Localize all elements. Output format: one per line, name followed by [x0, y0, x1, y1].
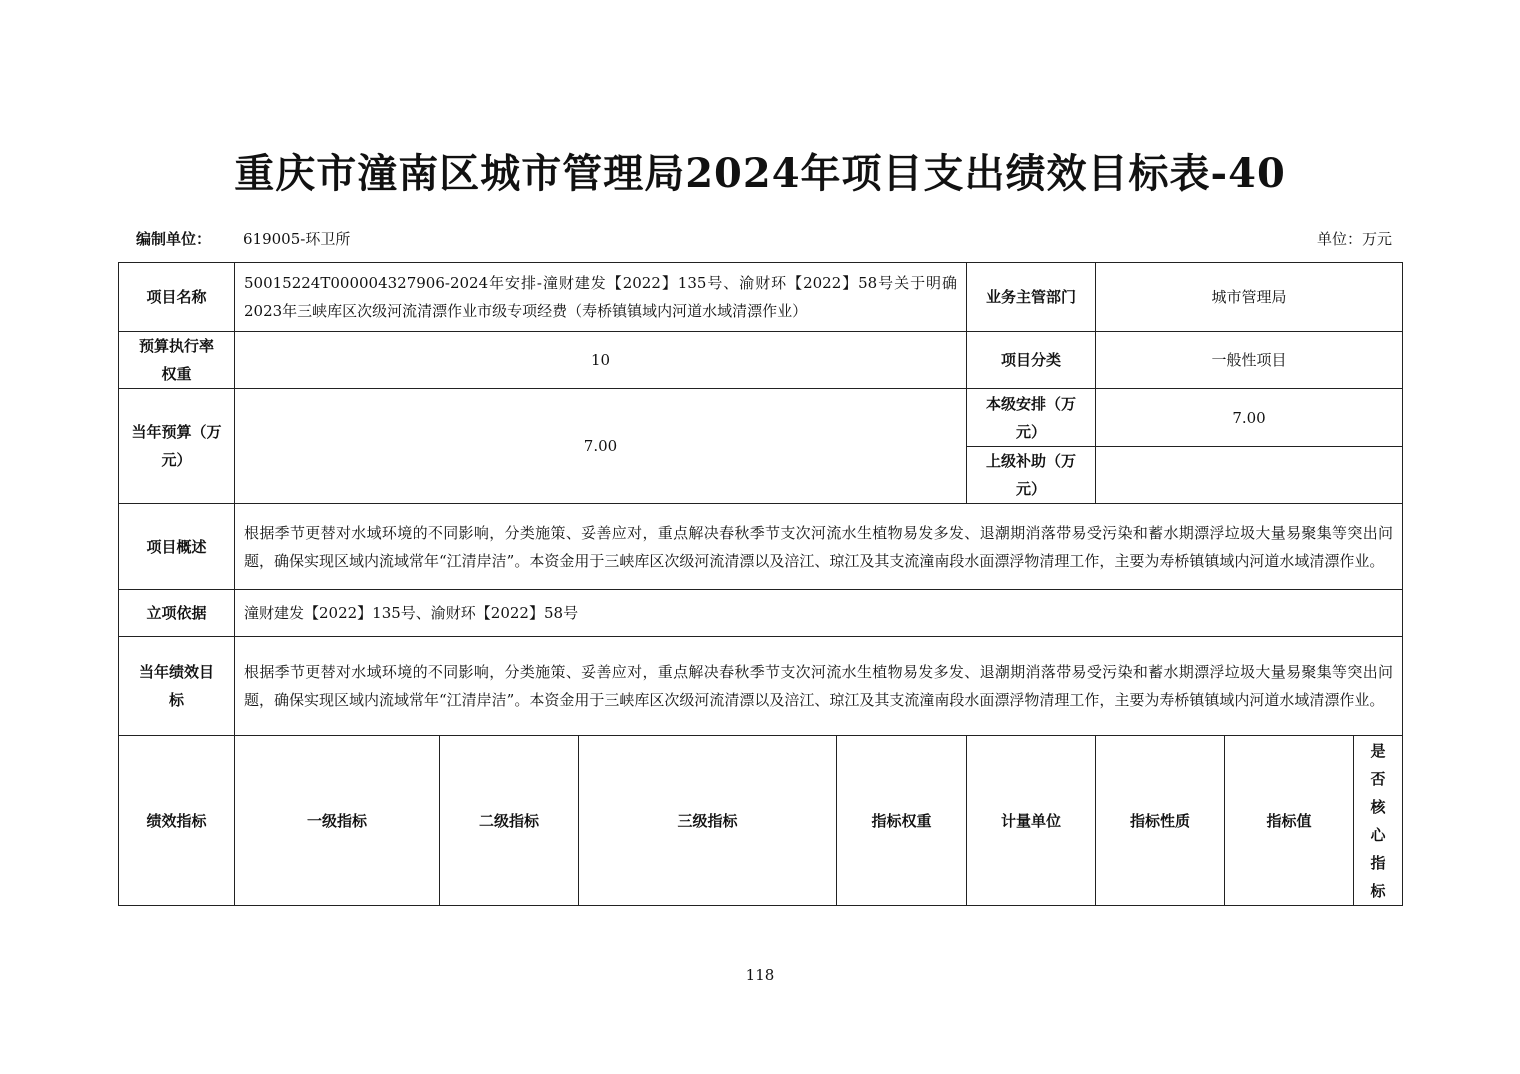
overview-label: 项目概述 [119, 504, 235, 590]
row-budget-local [119, 389, 1403, 447]
row-overview [119, 504, 1403, 590]
basis-label: 立项依据 [119, 590, 235, 637]
header-weight: 指标权重 [837, 736, 967, 906]
budget-label-line2: 元） [161, 451, 192, 469]
header-is-core-char: 是 [1370, 741, 1386, 760]
dept-label: 业务主管部门 [967, 263, 1096, 332]
category-label: 项目分类 [967, 332, 1096, 389]
header-is-core [1354, 736, 1403, 906]
category-value: 一般性项目 [1096, 332, 1403, 389]
goal-value: 根据季节更替对水域环境的不同影响，分类施策、妥善应对，重点解决春秋季节支次河流水生植物易发多发、退潮期消落带易受污染和蓄水期漂浮垃圾大量易聚集等突出问题，确保实现区域内流域常年“江清岸洁”。本资金用于三峡库区次级河流清漂以及涪江、琼江及其支流潼南段水面漂浮物清理工作，主要为寿桥镇镇域内河道水域清漂作业。 [235, 637, 1403, 736]
local-budget-label-line2: 元） [1015, 422, 1046, 441]
header-unit: 计量单位 [967, 736, 1096, 906]
compile-unit [136, 228, 211, 249]
header-nature: 指标性质 [1096, 736, 1225, 906]
row-basis [119, 590, 1403, 637]
page-number: 118 [745, 966, 775, 984]
row-weight [119, 332, 1403, 389]
header-is-core-char: 标 [1370, 881, 1386, 900]
row-goal [119, 637, 1403, 736]
upper-subsidy-label-line2: 元） [1015, 480, 1046, 498]
indicators-label: 绩效指标 [119, 736, 235, 906]
local-budget-label-line1: 本级安排（万 [985, 394, 1076, 413]
weight-label-line1: 预算执行率 [138, 337, 214, 355]
header-is-core-char: 否 [1370, 769, 1386, 788]
weight-label-line2: 权重 [161, 365, 192, 383]
row-project-name [119, 263, 1403, 332]
goal-label [119, 637, 235, 736]
project-name-value: 50015224T000004327906-2024年安排-潼财建发【2022】135号、渝财环【2022】58号关于明确2023年三峡库区次级河流清漂作业市级专项经费（寿桥镇镇域内河道水域清漂作业） [235, 263, 967, 332]
upper-subsidy-value [1096, 447, 1403, 504]
weight-label [119, 332, 235, 389]
dept-value: 城市管理局 [1096, 263, 1403, 332]
header-is-core-char: 指 [1370, 853, 1386, 872]
header-is-core-char: 核 [1370, 797, 1386, 816]
weight-value: 10 [235, 332, 967, 389]
budget-value: 7.00 [235, 389, 967, 504]
upper-subsidy-label-line1: 上级补助（万 [985, 452, 1076, 470]
page-title: 重庆市潼南区城市管理局2024年项目支出绩效目标表-40 [234, 150, 1286, 197]
goal-label-line2: 标 [168, 691, 184, 709]
header-level2: 二级指标 [440, 736, 579, 906]
basis-value: 潼财建发【2022】135号、渝财环【2022】58号 [235, 590, 1403, 637]
overview-value: 根据季节更替对水域环境的不同影响，分类施策、妥善应对，重点解决春秋季节支次河流水生植物易发多发、退潮期消落带易受污染和蓄水期漂浮垃圾大量易聚集等突出问题，确保实现区域内流域常年“江清岸洁”。本资金用于三峡库区次级河流清漂以及涪江、琼江及其支流潼南段水面漂浮物清理工作，主要为寿桥镇镇域内河道水域清漂作业。 [235, 504, 1403, 590]
header-level3: 三级指标 [579, 736, 837, 906]
compile-unit-value: 619005-环卫所 [243, 230, 351, 248]
header-is-core-char: 心 [1370, 825, 1386, 844]
local-budget-value: 7.00 [1096, 389, 1403, 447]
project-name-label: 项目名称 [119, 263, 235, 332]
currency-unit: 单位：万元 [1316, 230, 1392, 248]
compile-unit-label: 编制单位： [136, 230, 212, 248]
local-budget-label [967, 389, 1096, 447]
header-value: 指标值 [1225, 736, 1354, 906]
row-indicators-header [119, 736, 1403, 906]
upper-subsidy-label [967, 447, 1096, 504]
performance-table [118, 262, 1403, 906]
goal-label-line1: 当年绩效目 [138, 663, 214, 681]
budget-label-line1: 当年预算（万 [131, 423, 222, 441]
budget-label [119, 389, 235, 504]
header-level1: 一级指标 [235, 736, 440, 906]
